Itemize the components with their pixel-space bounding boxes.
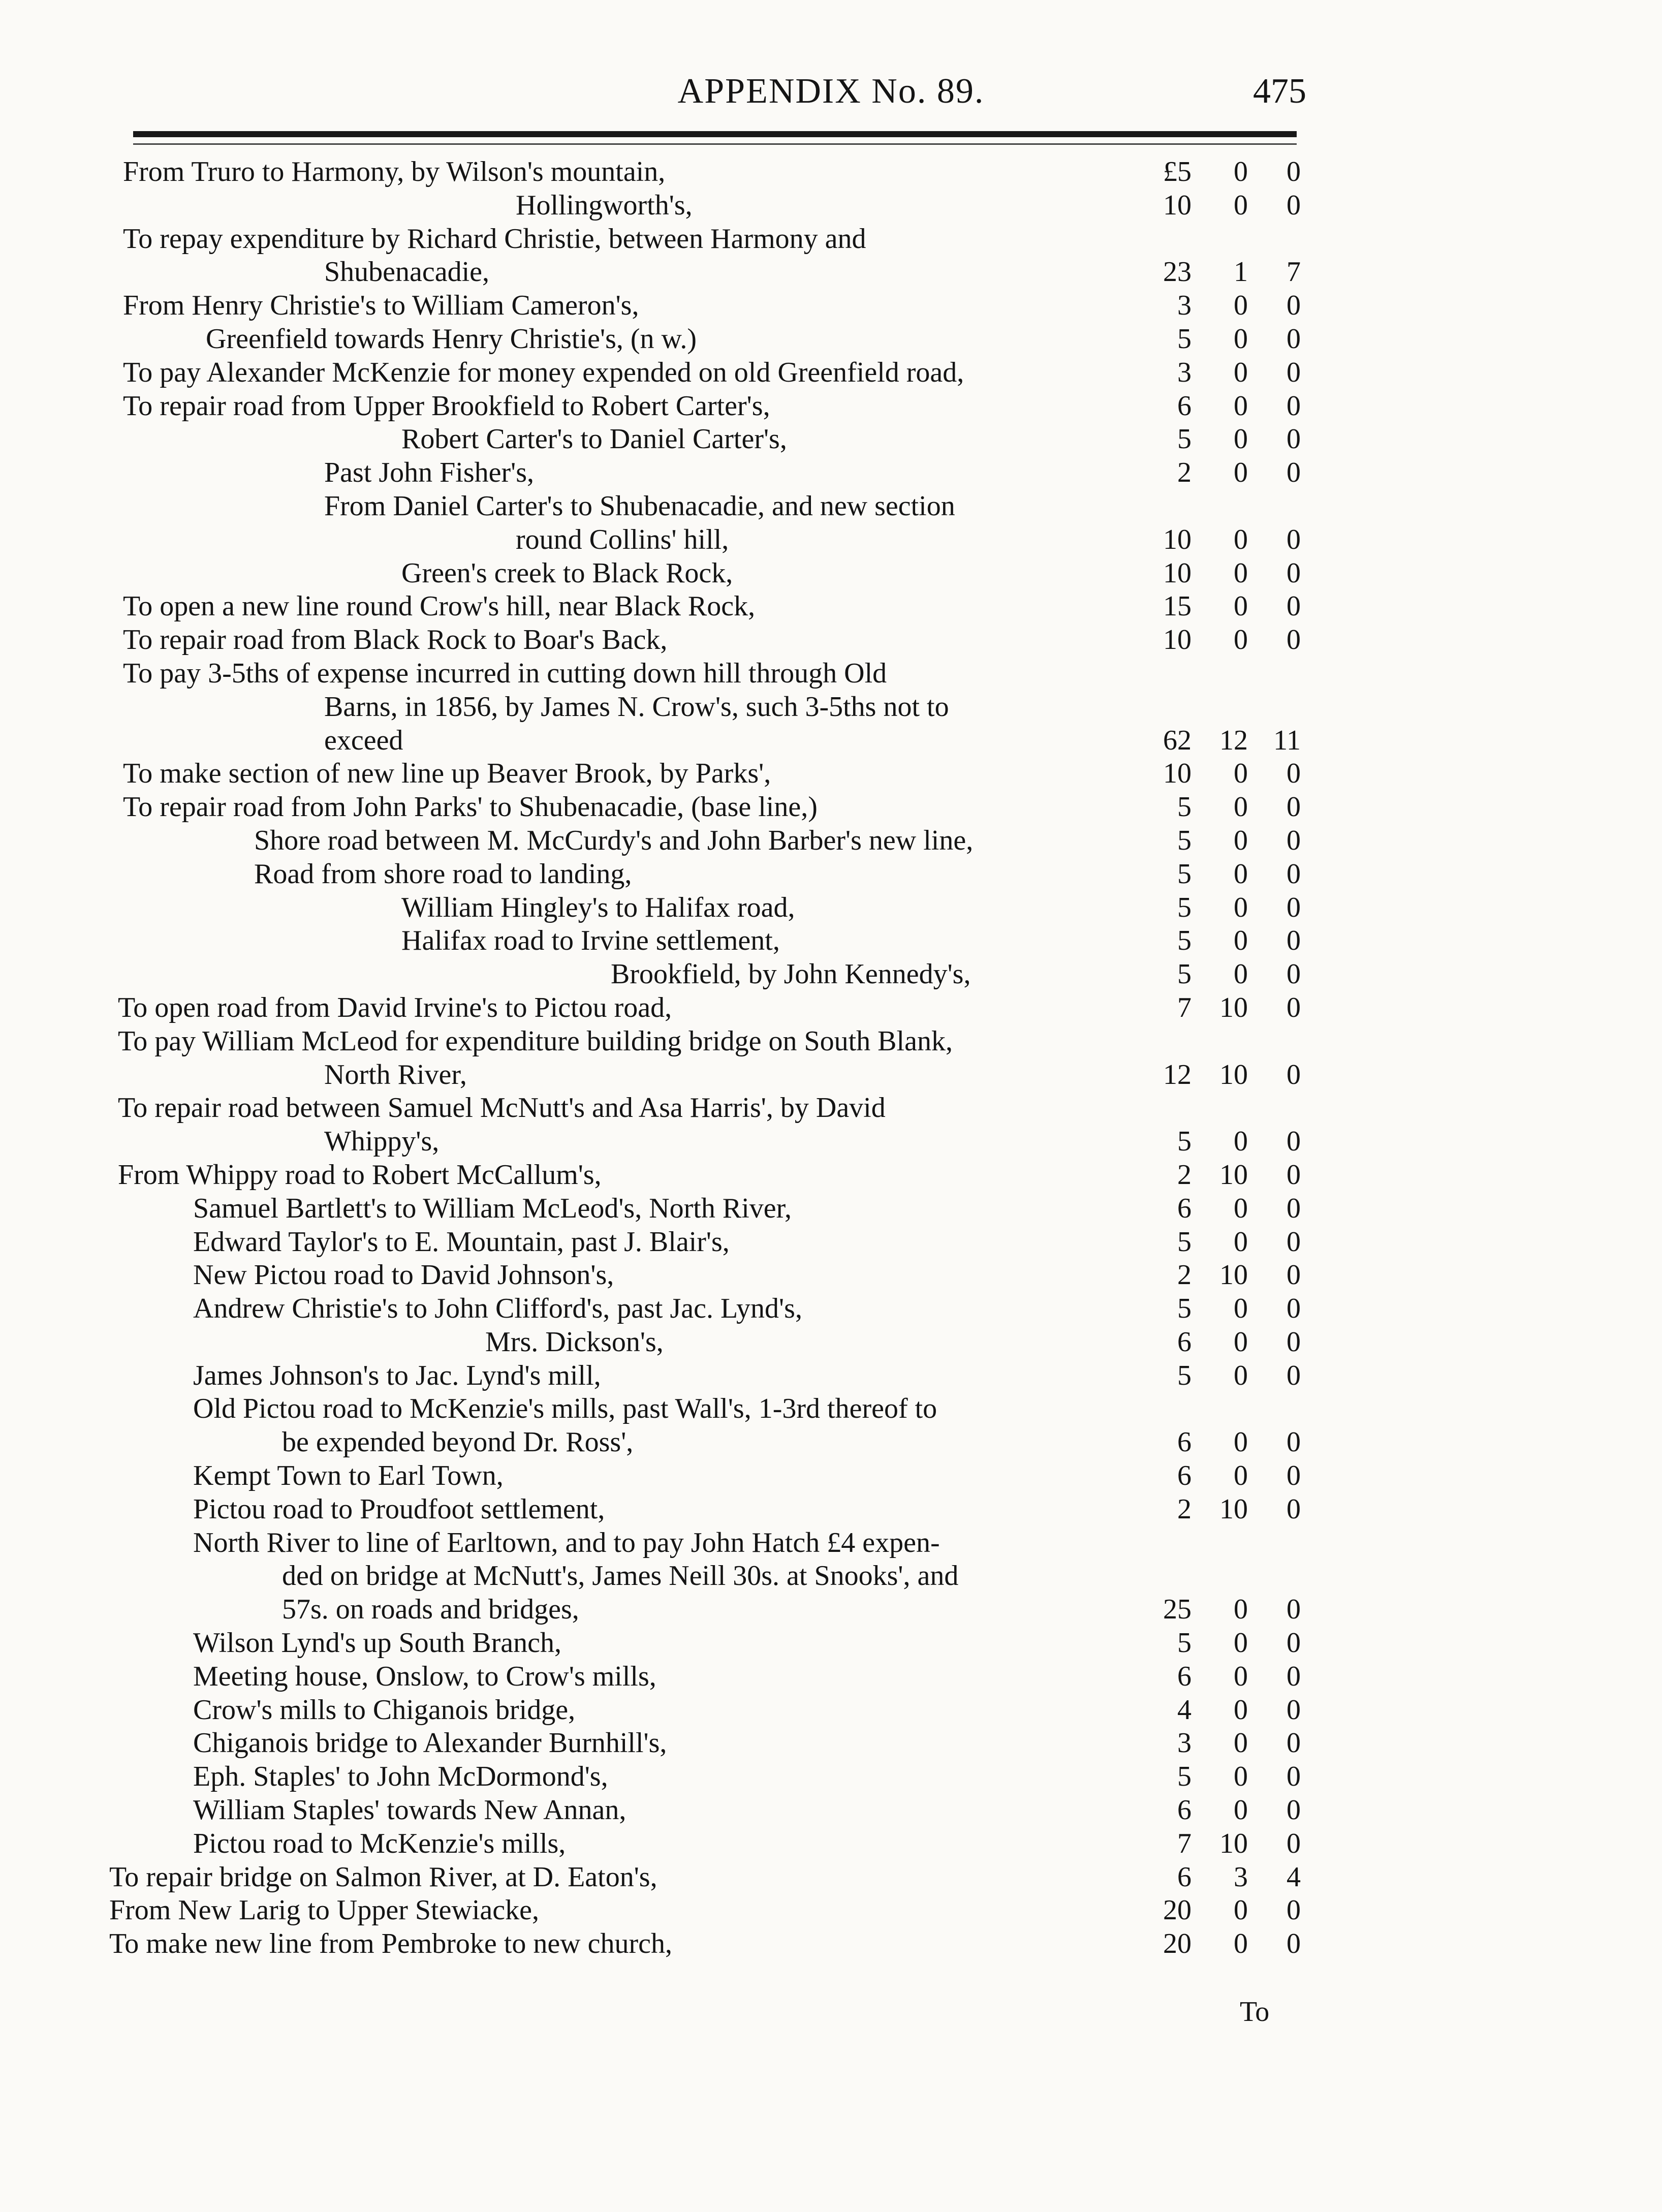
table-row — [0, 256, 1662, 289]
table-row — [0, 1092, 1662, 1125]
pounds-cell: 5 — [1177, 1359, 1191, 1391]
row-description: To repair road from John Parks' to Shubenacadie, (base line,) — [123, 791, 818, 823]
shillings-cell: 0 — [1234, 1326, 1248, 1358]
shillings-cell: 0 — [1234, 1226, 1248, 1258]
row-description: Mrs. Dickson's, — [485, 1326, 664, 1358]
pounds-cell: 25 — [1163, 1594, 1191, 1626]
shillings-cell: 0 — [1234, 1761, 1248, 1793]
pounds-cell: 6 — [1177, 1192, 1191, 1224]
pence-cell: 0 — [1287, 356, 1301, 388]
pounds-cell: 6 — [1177, 1426, 1191, 1458]
pounds-cell: 10 — [1163, 523, 1191, 555]
row-description: Meeting house, Onslow, to Crow's mills, — [193, 1660, 656, 1692]
pence-cell: 0 — [1287, 1594, 1301, 1626]
shillings-cell: 0 — [1234, 925, 1248, 957]
row-description: Old Pictou road to McKenzie's mills, past Wall's, 1-3rd thereof to — [193, 1393, 937, 1425]
pence-cell: 0 — [1287, 1159, 1301, 1191]
shillings-cell: 0 — [1234, 457, 1248, 489]
pounds-cell: 6 — [1177, 1326, 1191, 1358]
row-description: Greenfield towards Henry Christie's, (n w.) — [206, 323, 697, 355]
row-description: To repair road between Samuel McNutt's and Asa Harris', by David — [118, 1092, 886, 1124]
table-row — [0, 189, 1662, 223]
pence-cell: 0 — [1287, 1293, 1301, 1325]
table-row — [0, 155, 1662, 189]
row-description: Pictou road to Proudfoot settlement, — [193, 1493, 605, 1525]
table-row — [0, 390, 1662, 423]
row-description: William Hingley's to Halifax road, — [401, 891, 795, 923]
row-description: Brookfield, by John Kennedy's, — [611, 958, 971, 990]
row-description: New Pictou road to David Johnson's, — [193, 1259, 614, 1291]
pounds-cell: 62 — [1163, 724, 1191, 756]
pence-cell: 0 — [1287, 323, 1301, 355]
pounds-cell: 10 — [1163, 557, 1191, 589]
table-row — [0, 423, 1662, 456]
shillings-cell: 0 — [1234, 390, 1248, 422]
pence-cell: 0 — [1287, 423, 1301, 455]
shillings-cell: 0 — [1234, 1694, 1248, 1726]
pence-cell: 0 — [1287, 991, 1301, 1023]
shillings-cell: 10 — [1219, 1159, 1248, 1191]
shillings-cell: 10 — [1219, 1827, 1248, 1859]
pounds-cell: 10 — [1163, 758, 1191, 790]
pence-cell: 0 — [1287, 858, 1301, 890]
table-row — [0, 1192, 1662, 1226]
table-row — [0, 590, 1662, 624]
shillings-cell: 10 — [1219, 1058, 1248, 1091]
row-description: Andrew Christie's to John Clifford's, past Jac. Lynd's, — [193, 1293, 802, 1325]
table-row — [0, 657, 1662, 691]
table-row — [0, 858, 1662, 891]
row-description: Samuel Bartlett's to William McLeod's, North River, — [193, 1192, 792, 1224]
page-title: APPENDIX No. 89. — [677, 72, 985, 111]
row-description: Edward Taylor's to E. Mountain, past J. Blair's, — [193, 1226, 730, 1258]
pence-cell: 0 — [1287, 1727, 1301, 1759]
pence-cell: 0 — [1287, 1058, 1301, 1091]
row-description: To pay Alexander McKenzie for money expended on old Greenfield road, — [123, 356, 964, 388]
row-description: North River, — [324, 1058, 467, 1091]
pence-cell: 7 — [1287, 256, 1301, 288]
table-row — [0, 1292, 1662, 1326]
table-row — [0, 791, 1662, 824]
table-row — [0, 958, 1662, 991]
pence-cell: 11 — [1273, 724, 1301, 756]
table-row — [0, 1259, 1662, 1292]
shillings-cell: 0 — [1234, 1293, 1248, 1325]
row-description: Hollingworth's, — [516, 189, 693, 221]
pounds-cell: 3 — [1177, 356, 1191, 388]
pence-cell: 0 — [1287, 1326, 1301, 1358]
table-row — [0, 924, 1662, 958]
pence-cell: 0 — [1287, 1493, 1301, 1525]
pence-cell: 0 — [1287, 624, 1301, 656]
table-row — [0, 557, 1662, 590]
row-description: To open a new line round Crow's hill, near Black Rock, — [123, 590, 756, 622]
table-row — [0, 824, 1662, 858]
page-number: 475 — [1253, 72, 1306, 111]
shillings-cell: 1 — [1234, 256, 1248, 288]
table-row — [0, 1927, 1662, 1961]
shillings-cell: 0 — [1234, 290, 1248, 322]
table-row — [0, 1392, 1662, 1426]
shillings-cell: 0 — [1234, 1727, 1248, 1759]
pence-cell: 0 — [1287, 1794, 1301, 1826]
row-description: William Staples' towards New Annan, — [193, 1794, 626, 1826]
pence-cell: 0 — [1287, 1761, 1301, 1793]
pounds-cell: 5 — [1177, 925, 1191, 957]
shillings-cell: 0 — [1234, 156, 1248, 188]
shillings-cell: 10 — [1219, 1493, 1248, 1525]
pence-cell: 4 — [1287, 1861, 1301, 1893]
row-description: Shubenacadie, — [324, 256, 489, 288]
pounds-cell: 20 — [1163, 1928, 1191, 1960]
row-description: ded on bridge at McNutt's, James Neill 30s. at Snooks', and — [282, 1560, 959, 1592]
row-description: To pay William McLeod for expenditure building bridge on South Blank, — [118, 1025, 953, 1057]
catchword: To — [1240, 1996, 1270, 2028]
shillings-cell: 10 — [1219, 991, 1248, 1023]
table-row — [0, 1861, 1662, 1894]
row-description: From Whippy road to Robert McCallum's, — [118, 1159, 602, 1191]
row-description: To make new line from Pembroke to new church, — [109, 1928, 672, 1960]
row-description: Halifax road to Irvine settlement, — [401, 925, 780, 957]
row-description: James Johnson's to Jac. Lynd's mill, — [193, 1359, 601, 1391]
pence-cell: 0 — [1287, 590, 1301, 622]
pounds-cell: 4 — [1177, 1694, 1191, 1726]
row-description: Eph. Staples' to John McDormond's, — [193, 1761, 608, 1793]
pounds-cell: 7 — [1177, 1827, 1191, 1859]
table-row — [0, 724, 1662, 758]
pounds-cell: 5 — [1177, 858, 1191, 890]
row-description: Road from shore road to landing, — [254, 858, 632, 890]
shillings-cell: 0 — [1234, 858, 1248, 890]
shillings-cell: 10 — [1219, 1259, 1248, 1291]
table-row — [0, 757, 1662, 791]
pounds-cell: 6 — [1177, 1861, 1191, 1893]
shillings-cell: 0 — [1234, 557, 1248, 589]
table-row — [0, 1459, 1662, 1493]
table-row — [0, 1894, 1662, 1927]
table-row — [0, 1326, 1662, 1359]
pence-cell: 0 — [1287, 1226, 1301, 1258]
table-row — [0, 1226, 1662, 1259]
row-description: North River to line of Earltown, and to pay John Hatch £4 expen- — [193, 1526, 940, 1559]
pounds-cell: 7 — [1177, 991, 1191, 1023]
table-row — [0, 991, 1662, 1025]
pence-cell: 0 — [1287, 1192, 1301, 1224]
shillings-cell: 3 — [1234, 1861, 1248, 1893]
table-row — [0, 1694, 1662, 1727]
shillings-cell: 0 — [1234, 1460, 1248, 1492]
pounds-cell: 5 — [1177, 824, 1191, 856]
row-description: Barns, in 1856, by James N. Crow's, such 3-5ths not to — [324, 691, 949, 723]
row-description: Pictou road to McKenzie's mills, — [193, 1827, 566, 1859]
row-description: From Daniel Carter's to Shubenacadie, and new section — [324, 490, 955, 522]
table-row — [0, 1125, 1662, 1159]
shillings-cell: 0 — [1234, 1426, 1248, 1458]
table-row — [0, 1025, 1662, 1058]
pence-cell: 0 — [1287, 791, 1301, 823]
shillings-cell: 0 — [1234, 791, 1248, 823]
row-description: To open road from David Irvine's to Pictou road, — [118, 991, 672, 1023]
shillings-cell: 0 — [1234, 1660, 1248, 1692]
row-description: round Collins' hill, — [516, 523, 729, 555]
row-description: From Truro to Harmony, by Wilson's mountain, — [123, 156, 666, 188]
shillings-cell: 0 — [1234, 824, 1248, 856]
appropriations-list — [0, 155, 1662, 1961]
pounds-cell: 5 — [1177, 1226, 1191, 1258]
pence-cell: 0 — [1287, 1259, 1301, 1291]
pence-cell: 0 — [1287, 390, 1301, 422]
pence-cell: 0 — [1287, 1660, 1301, 1692]
shillings-cell: 0 — [1234, 1894, 1248, 1926]
pence-cell: 0 — [1287, 189, 1301, 221]
row-description: Chiganois bridge to Alexander Burnhill's, — [193, 1727, 667, 1759]
pounds-cell: 5 — [1177, 1126, 1191, 1158]
pence-cell: 0 — [1287, 1126, 1301, 1158]
table-row — [0, 289, 1662, 323]
pounds-cell: 5 — [1177, 958, 1191, 990]
pounds-cell: 5 — [1177, 1293, 1191, 1325]
pence-cell: 0 — [1287, 925, 1301, 957]
pounds-cell: 10 — [1163, 624, 1191, 656]
table-row — [0, 1526, 1662, 1560]
table-row — [0, 1827, 1662, 1861]
row-description: To repay expenditure by Richard Christie, between Harmony and — [123, 223, 866, 255]
pence-cell: 0 — [1287, 891, 1301, 923]
pence-cell: 0 — [1287, 758, 1301, 790]
table-row — [0, 456, 1662, 490]
pounds-cell: 5 — [1177, 423, 1191, 455]
table-row — [0, 1627, 1662, 1660]
shillings-cell: 0 — [1234, 958, 1248, 990]
shillings-cell: 0 — [1234, 1359, 1248, 1391]
table-row — [0, 1058, 1662, 1092]
table-row — [0, 323, 1662, 356]
row-description: exceed — [324, 724, 403, 756]
pounds-cell: 20 — [1163, 1894, 1191, 1926]
row-description: From Henry Christie's to William Cameron's, — [123, 290, 639, 322]
pounds-cell: 5 — [1177, 1627, 1191, 1659]
shillings-cell: 0 — [1234, 590, 1248, 622]
shillings-cell: 0 — [1234, 356, 1248, 388]
pounds-cell: 3 — [1177, 1727, 1191, 1759]
shillings-cell: 0 — [1234, 1594, 1248, 1626]
row-description: To pay 3-5ths of expense incurred in cutting down hill through Old — [123, 657, 887, 689]
row-description: be expended beyond Dr. Ross', — [282, 1426, 634, 1458]
shillings-cell: 0 — [1234, 423, 1248, 455]
table-row — [0, 1359, 1662, 1393]
row-description: To repair road from Upper Brookfield to Robert Carter's, — [123, 390, 770, 422]
pounds-cell: 2 — [1177, 1159, 1191, 1191]
row-description: Shore road between M. McCurdy's and John Barber's new line, — [254, 824, 974, 856]
pounds-cell: 5 — [1177, 891, 1191, 923]
pounds-cell: 15 — [1163, 590, 1191, 622]
pence-cell: 0 — [1287, 1694, 1301, 1726]
pounds-cell: 2 — [1177, 1259, 1191, 1291]
shillings-cell: 0 — [1234, 189, 1248, 221]
row-description: From New Larig to Upper Stewiacke, — [109, 1894, 539, 1926]
row-description: Past John Fisher's, — [324, 457, 535, 489]
shillings-cell: 12 — [1219, 724, 1248, 756]
pence-cell: 0 — [1287, 1827, 1301, 1859]
row-description: Whippy's, — [324, 1126, 440, 1158]
pounds-cell: 12 — [1163, 1058, 1191, 1091]
table-row — [0, 356, 1662, 390]
shillings-cell: 0 — [1234, 323, 1248, 355]
pence-cell: 0 — [1287, 290, 1301, 322]
shillings-cell: 0 — [1234, 1192, 1248, 1224]
pence-cell: 0 — [1287, 1928, 1301, 1960]
pence-cell: 0 — [1287, 1894, 1301, 1926]
pence-cell: 0 — [1287, 824, 1301, 856]
shillings-cell: 0 — [1234, 1928, 1248, 1960]
row-description: Green's creek to Black Rock, — [401, 557, 733, 589]
shillings-cell: 0 — [1234, 758, 1248, 790]
row-description: Crow's mills to Chiganois bridge, — [193, 1694, 576, 1726]
pence-cell: 0 — [1287, 958, 1301, 990]
pounds-cell: 6 — [1177, 1794, 1191, 1826]
table-row — [0, 1760, 1662, 1794]
pence-cell: 0 — [1287, 1627, 1301, 1659]
row-description: Kempt Town to Earl Town, — [193, 1460, 504, 1492]
table-row — [0, 1794, 1662, 1827]
pence-cell: 0 — [1287, 1460, 1301, 1492]
pence-cell: 0 — [1287, 1359, 1301, 1391]
pounds-cell: 10 — [1163, 189, 1191, 221]
table-row — [0, 1159, 1662, 1192]
table-row — [0, 1660, 1662, 1694]
pounds-cell: 6 — [1177, 390, 1191, 422]
table-row — [0, 1727, 1662, 1760]
row-description: 57s. on roads and bridges, — [282, 1594, 579, 1626]
shillings-cell: 0 — [1234, 624, 1248, 656]
pounds-cell: 6 — [1177, 1660, 1191, 1692]
pounds-cell: 3 — [1177, 290, 1191, 322]
table-row — [0, 1560, 1662, 1593]
table-row — [0, 691, 1662, 724]
pounds-cell: £5 — [1163, 156, 1191, 188]
pence-cell: 0 — [1287, 557, 1301, 589]
table-row — [0, 891, 1662, 925]
table-row — [0, 490, 1662, 523]
pounds-cell: 23 — [1163, 256, 1191, 288]
pence-cell: 0 — [1287, 156, 1301, 188]
header-rule — [133, 131, 1297, 137]
header-rule-thin — [133, 143, 1297, 145]
row-description: Robert Carter's to Daniel Carter's, — [401, 423, 787, 455]
row-description: To repair road from Black Rock to Boar's Back, — [123, 624, 668, 656]
table-row — [0, 624, 1662, 657]
table-row — [0, 223, 1662, 256]
shillings-cell: 0 — [1234, 891, 1248, 923]
pounds-cell: 5 — [1177, 791, 1191, 823]
pence-cell: 0 — [1287, 457, 1301, 489]
row-description: To repair bridge on Salmon River, at D. Eaton's, — [109, 1861, 657, 1893]
table-row — [0, 1493, 1662, 1526]
pounds-cell: 2 — [1177, 1493, 1191, 1525]
shillings-cell: 0 — [1234, 1126, 1248, 1158]
pounds-cell: 5 — [1177, 1761, 1191, 1793]
pence-cell: 0 — [1287, 523, 1301, 555]
pounds-cell: 5 — [1177, 323, 1191, 355]
row-description: Wilson Lynd's up South Branch, — [193, 1627, 561, 1659]
pounds-cell: 2 — [1177, 457, 1191, 489]
table-row — [0, 523, 1662, 557]
shillings-cell: 0 — [1234, 1794, 1248, 1826]
shillings-cell: 0 — [1234, 1627, 1248, 1659]
table-row — [0, 1593, 1662, 1627]
shillings-cell: 0 — [1234, 523, 1248, 555]
row-description: To make section of new line up Beaver Brook, by Parks', — [123, 758, 771, 790]
pounds-cell: 6 — [1177, 1460, 1191, 1492]
table-row — [0, 1426, 1662, 1459]
pence-cell: 0 — [1287, 1426, 1301, 1458]
